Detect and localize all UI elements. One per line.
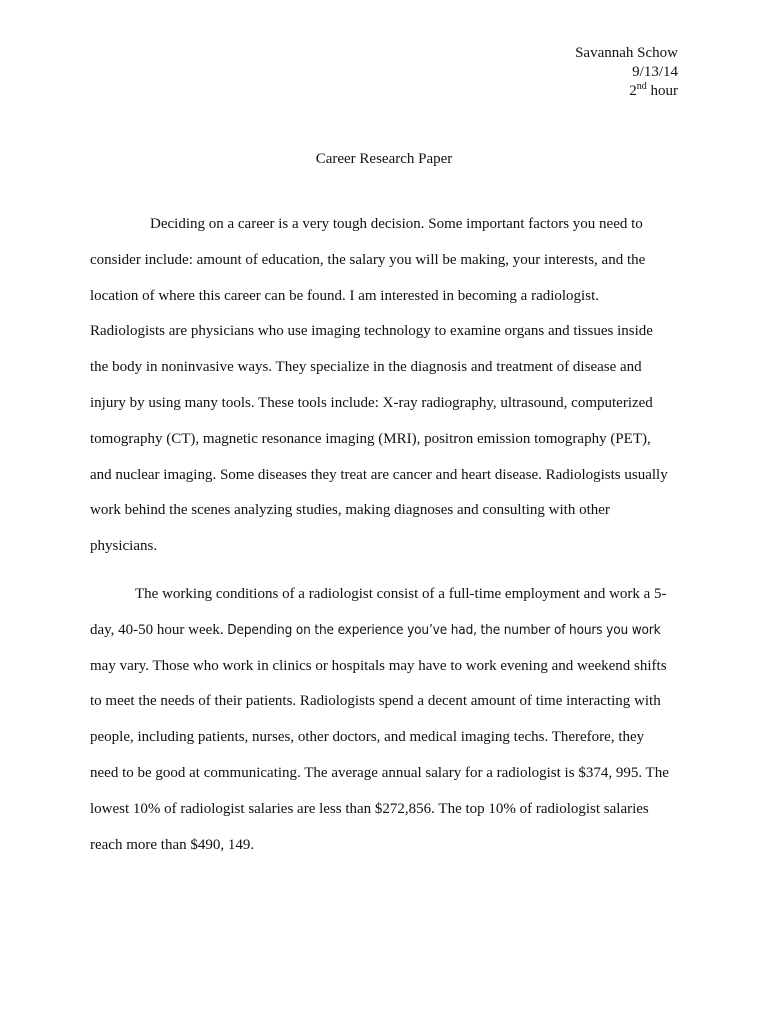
period-number: 2 <box>629 83 637 99</box>
period-word: hour <box>646 83 678 99</box>
paragraph-line: to meet the needs of their patients. Radiologists spend a decent amount of time interacting with <box>90 693 661 710</box>
paragraph-line: lowest 10% of radiologist salaries are less than $272,856. The top 10% of radiologist salaries <box>90 800 649 817</box>
paragraph-line: reach more than $490, 149. <box>90 836 255 853</box>
class-period <box>575 82 678 101</box>
paragraph-line <box>90 613 680 649</box>
paragraph-line: The working conditions of a radiologist consist of a full-time employment and work a 5- <box>135 586 667 602</box>
paragraph-line: may vary. Those who work in clinics or hospitals may have to work evening and weekend shifts <box>90 657 667 674</box>
paragraph-line: consider include: amount of education, the salary you will be making, your interests, and the <box>90 251 646 268</box>
paragraph-line: people, including patients, nurses, other doctors, and medical imaging techs. Therefore, they <box>90 729 645 746</box>
paragraph-line: Radiologists are physicians who use imaging technology to examine organs and tissues inside <box>90 323 653 340</box>
paragraph-line: injury by using many tools. These tools include: X-ray radiography, ultrasound, computerized <box>90 394 653 411</box>
paragraph-2 <box>90 577 680 863</box>
period-suffix: nd <box>636 81 647 92</box>
header-block <box>575 44 678 101</box>
paragraph-line: need to be good at communicating. The average annual salary for a radiologist is $374, 995. The <box>90 764 669 781</box>
date: 9/13/14 <box>632 64 678 80</box>
paragraph-line: and nuclear imaging. Some diseases they treat are cancer and heart disease. Radiologists usually <box>90 466 668 483</box>
paragraph-line: location of where this career can be found. I am interested in becoming a radiologist. <box>90 287 599 304</box>
paragraph-line: Deciding on a career is a very tough decision. Some important factors you need to <box>150 216 643 232</box>
paragraph-line: tomography (CT), magnetic resonance imaging (MRI), positron emission tomography (PET), <box>90 430 651 447</box>
paragraph-line: work behind the scenes analyzing studies, making diagnoses and consulting with other <box>90 502 610 519</box>
paragraph-line-part: day, 40-50 hour week. <box>90 621 224 638</box>
paragraph-1 <box>90 207 680 565</box>
page-title: Career Research Paper <box>315 151 453 167</box>
paragraph-line: physicians. <box>90 538 158 555</box>
paragraph-line-part-alt-font: Depending on the experience you’ve had, the number of hours you work <box>223 621 661 638</box>
paragraph-line: the body in noninvasive ways. They specialize in the diagnosis and treatment of disease and <box>90 359 642 376</box>
author-name: Savannah Schow <box>575 45 678 61</box>
